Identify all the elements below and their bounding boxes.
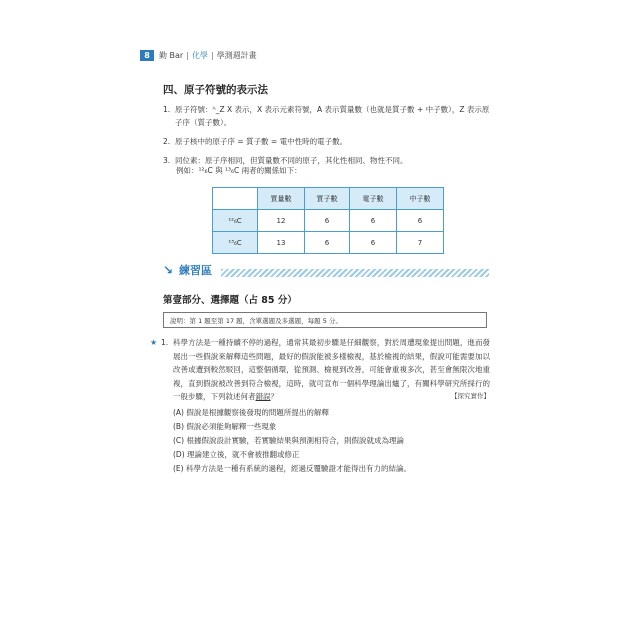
header-separator: |: [186, 51, 189, 60]
item-number: 3.: [163, 156, 171, 165]
table-cell: 6: [305, 210, 350, 232]
answer-option-d[interactable]: (D) 理論建立後，就不會被推翻或修正: [173, 449, 300, 459]
table-header: 電子數: [350, 188, 397, 210]
page-number: 8: [140, 50, 154, 61]
table-cell: 6: [397, 210, 444, 232]
question-tag: 【探究實作】: [451, 392, 490, 400]
star-icon: ★: [150, 338, 158, 347]
answer-option-a[interactable]: (A) 假說是根據觀察後發現的問題所提出的解釋: [173, 407, 329, 417]
table-corner: [213, 188, 258, 210]
table-cell: 13: [258, 232, 305, 254]
subject-name: 化學: [191, 51, 208, 60]
table-header: 質子數: [305, 188, 350, 210]
list-item: [163, 135, 493, 148]
row-label: ¹³₆C: [213, 232, 258, 254]
question-number: 1.: [161, 338, 169, 347]
answer-options: [173, 406, 490, 476]
header-separator: |: [210, 51, 214, 60]
example-text: 例如：¹²₆C 與 ¹³₆C 兩者的關係如下：: [176, 166, 302, 175]
table-cell: 12: [258, 210, 305, 232]
question-text: [173, 336, 490, 404]
table-cell: 7: [397, 232, 444, 254]
arrow-icon: ↘: [163, 263, 174, 277]
practice-banner: [163, 262, 489, 280]
row-label: ¹²₆C: [213, 210, 258, 232]
answer-option-b[interactable]: (B) 假說必須能夠解釋一些現象: [173, 421, 277, 431]
table-row: [213, 232, 444, 254]
item-number: 2.: [163, 137, 171, 146]
item-text: 原子核中的原子序 = 質子數 = 電中性時的電子數。: [175, 137, 348, 146]
instructions-box: 說明：第 1 題至第 17 題，含單選題及多選題，每題 5 分。: [163, 312, 487, 328]
table-cell: 6: [350, 210, 397, 232]
table-header: 中子數: [397, 188, 444, 210]
question-text-end: ？: [270, 392, 278, 401]
practice-title: 練習區: [179, 264, 212, 277]
item-number: 1.: [163, 105, 171, 114]
question-underlined-word: 錯誤: [255, 392, 271, 401]
answer-option-e[interactable]: (E) 科學方法是一種有系統的過程，經過反覆驗證才能得出有力的結論。: [173, 463, 411, 473]
list-item: [163, 103, 493, 129]
concept-list: [163, 103, 493, 173]
book-name: 勤 Bar: [159, 51, 184, 60]
section-title: 四、原子符號的表示法: [163, 84, 268, 96]
table-row: [213, 210, 444, 232]
table-header: 質量數: [258, 188, 305, 210]
stripe-decoration: [221, 269, 489, 277]
part-title: 第壹部分、選擇題（占 85 分）: [163, 295, 297, 306]
table-cell: 6: [350, 232, 397, 254]
item-text: 同位素：原子序相同，但質量數不同的原子，其化性相同、物性不同。: [175, 156, 408, 165]
answer-option-c[interactable]: (C) 根據假說設計實驗，若實驗結果與預測相符合，則假說就成為理論: [173, 435, 404, 445]
question-stem: [150, 336, 490, 404]
table-header-row: [213, 188, 444, 210]
question-1: [150, 336, 490, 476]
isotope-table: [212, 187, 444, 254]
question-text-part: 科學方法是一種持續不停的過程，通常其最初步驟是仔細觀察，對於周遭現象提出問題，進而發展出一些假說來解釋這些問題，最好的假說能被多樣檢視，基於檢視的結果，假說可能需要加以改善或遭到較然駁回，這整個循環，從預測、檢視到改善，可能會重複多次，甚至會無限次地重複，直到假說被改善到符合檢視，這時，就可宣布一個科學理論出爐了，有關科學研究所採行的一般步驟，下列敘述何者: [173, 338, 490, 401]
item-text: 原子符號：ᴬ_Z X 表示，X 表示元素符號，A 表示質量數（也就是質子數 + 中子數），Z 表示原子序（質子數）。: [175, 105, 490, 127]
section-name: 學測週計畫: [216, 51, 257, 60]
page-header: [140, 50, 257, 61]
table-cell: 6: [305, 232, 350, 254]
